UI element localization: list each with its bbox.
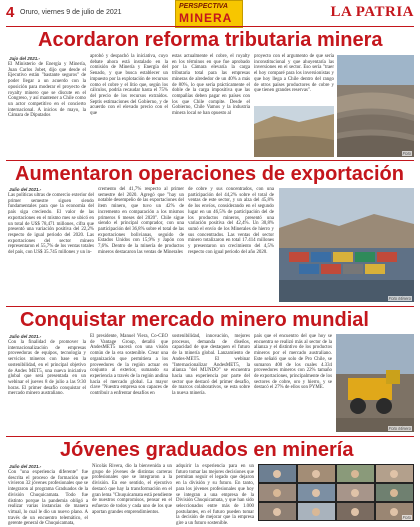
article2-col1: Las políticas ultras de comercio exterior del primer semestre siguen siendo fundamentales para que la economía del país siga creciendo. El valor de las exportaciones en el mismo mes se ubicó en un total de US$ 78,471 millones, cifra que presentó una variación positiva del 22,2% respecto de igual periodo del 2020. Las exportaciones del sector minero representaron el 55,7% de los ventas totales del país, con US$ 35.745 millones y un in-: [8, 193, 94, 256]
article1-col4: proyecto con el argumento de que sería inconstitucional y que ahuyentaría las inversiones en el sector. Eso sería "traer el hoy comparé para los inversionistas y que hoy llega a Chile dentro del rango de otros países productores de cobre y que tienen grandes reservas".: [254, 54, 334, 94]
section-badge: [175, 0, 243, 28]
article1-credit: Jujo del 2021.-: [9, 56, 41, 61]
landscape-image: [254, 106, 334, 157]
page-number: 4: [6, 4, 15, 21]
mining-machinery-image: [336, 334, 414, 432]
article4-photo: [258, 464, 414, 521]
article1-col3: estas actualmente el cobre, el royalty en los términos en que fue aprobado por la Cámara elevaría la carga tributaria total para las empresas mineras de alrededor de un 40% a más de 80%, lo que sería prácticamente el doble de la carga impositiva que las compañías deben pagar en países con los que Chile compite. Desde el Gobierno, Chile Vamos y la industria minera local se han opuesto al: [172, 54, 250, 117]
article4-col1: Con "una experiencia diferente" fue descrita el proceso de formación que vivieron 32 jóvenes profesionales que se integraron al programa Graduados de la división Chuquicamata. Todo fue distinto porque la pandemia obligó a realizar varias instancias de manera virtual, lo cual le dio un nuevo plano. A través de un encuentro telemático, el gerente general de Chuquicamata,: [8, 470, 88, 527]
badge-line1: PERSPECTIVA: [179, 3, 228, 10]
article1-col1: El Ministerio de Energía y Minería, Juan Carlos Jobet, dijo que desde el Ejecutivo están "bastante seguros" de poder llegar a un acuerdo con la oposición para moderar el proyecto de royalty minero que se discute en el Congreso, y así mantener a Chile como un actor competitivo en el concierto internacional. A inicios de mayo, la Cámara de Diputados: [8, 62, 86, 119]
article3-col2: El presidente, Manuel Viera, Co-CEO de Vantage Group, detalló que AndesMET5 nacerá con una visión común de la era sostenible. Crear una organización que permitiera a los proveedores de la región actuar en conjunto al exterior, sumando su experiencia a través de la región andina hacia el mercado global. La mayor clave "Nuestra empresa son capaces de contribuir a enfrentar desafíos en: [90, 334, 168, 397]
article2-headline: Aumentaron operaciones de exportación: [15, 163, 404, 185]
issue-date: Oruro, viernes 9 de julio de 2021: [20, 9, 122, 16]
article3-credit: Julio del 2021.-: [9, 334, 42, 339]
mine-pit-image: [337, 55, 414, 157]
section-rule-2: [6, 306, 414, 307]
newspaper-brand: LA PATRIA: [330, 4, 414, 20]
article2-col3: de cobre y sus concentrados, con una participación del 44,2% sobre el total de ventas de este sector, y un alza del 45,8% de los envíos, considerando en el segundo lugar en un 46,5% de participación del de los productos mineros, presentó una variación positiva del 42,4%. Un 30,8% sumó el envío de los Minerales de hierro y sus concentrados. Las ventas del sector minero totalizaron en total 17.414 millones y presentaron un crecimiento del 4,5% respecto con igual periodo del año 2020.: [188, 187, 274, 255]
article3-col4: país que el encuentro del que hoy se encuentra se realizó más al sector de la alianza y el distintivo de los productos mineros por el mercado australiano. Este señaló que solo de Pro Chile, se sumaron 400 de los cuales 4.334 proveedores mineros con 22% tamaño de exportaciones, principalmente de los sectores de cobre, oro y hierro, y se destacó el 27% de ellos son PYME.: [254, 334, 332, 391]
section-rule-3: [6, 436, 414, 437]
video-call-grid-image: [258, 464, 414, 521]
article4-credit: Julio del 2021.-: [9, 464, 42, 469]
article4-col3: adquirir la experiencia para en un futuro tomar las mejores decisiones que permitan seguir el legado que dejaron en la división y su futuro. En tanto, para los jóvenes profesionales que hoy se integran a una empresa de la División Chuquicamata, y que han sido seleccionados entre más de 1.000 postulantes, en el futuro pueden tomar la decisión de mejorar que la empresa gire a un futuro sostenible.: [176, 464, 254, 527]
article1-photo-caption: Foto: [402, 151, 411, 156]
article4-col2: Nicolás Rivera, dio la bienvenida a un grupo de jóvenes de distintas carreras profesionales que se integraron a la división. En ese sentido, el ejecutivo destacó que hay la transformación en el gran lema "Chuquicamata está pendiente de nuestros compromisos, pensar en el esfuerzo de todos y cada uno de los que aportan grandes emprendimientos.: [92, 464, 172, 515]
article3-col3: sostenibilidad, innovación, mejores procesos, demanda de diseños, capacidad de que destaquen el futuro de la minería global. Lanzamiento de Andes-MET5. El webinar "Internacionalizar AndesMET5, la alianza "del MUNDO" se encuentra hacia una experiencia por parte del sector que destacó del primer desafío, de marcos colaborativos, se esta sobre la nueva minería.: [172, 334, 250, 397]
article1-photo2: [254, 106, 334, 157]
article1-col2: aprobó y despachó la iniciativa, cuyo debate ahora está instalado en la comisión de Minería y Energía del Senado, y que busca establecer un impuesto por la explotación de recursos como el cobre y el litio que, según los cálculos, podría recaudar hasta el 75% del precio de los recursos extraídos. Septis estimaciones del Gobierno, y de acuerdo con el elevado precio con el que: [90, 54, 168, 117]
port-containers-image: [279, 188, 414, 302]
article2-photo: [279, 188, 414, 302]
article3-photo: [336, 334, 414, 432]
header-rule: [6, 26, 414, 27]
article4-headline: Jóvenes graduados en minería: [60, 439, 354, 461]
badge-line2: MINERA: [179, 11, 233, 25]
article1-photo: [337, 55, 414, 157]
article3-photo-caption: Foto Minero: [388, 426, 411, 431]
article4-photo-caption: Foto: [402, 515, 411, 520]
article2-credit: Julio del 2021.-: [9, 187, 42, 192]
section-rule-1: [6, 160, 414, 161]
article2-col2: cremento del 41,7% respecto al primer semestre del 2020. Agregó que "hay un notable desempeño de las exportaciones del ítem minero, que tuvo un 42% de incremento en comparación a los mismos primeros 6 meses del 2020". Chile sigue siendo el principal comprador, con una participación del 36,8% sobre el total de las exportaciones bolivianas, seguido de Estados Unidos con 15,9% y Japón con 7,6%. Dentro de la minería de productos mineros destacaron las ventas de Minerales: [98, 187, 184, 255]
article3-headline: Conquistar mercado minero mundial: [20, 309, 369, 331]
article3-col1: Con la finalidad de promover la internacionalización de empresas proveedoras de equipos, tecnología y servicios mineros con base en la sostenibilidad, en el principal objetivo de Andes MET5, una nueva iniciativa global que será presentada en un webinar el jueves 8 de julio a las 9:30 horas. El primer desafío conquistar el mercado minero australiano.: [8, 340, 86, 397]
article2-photo-caption: Foto Minero: [388, 296, 411, 301]
article1-headline: Acordaron reforma tributaria minera: [38, 29, 383, 51]
